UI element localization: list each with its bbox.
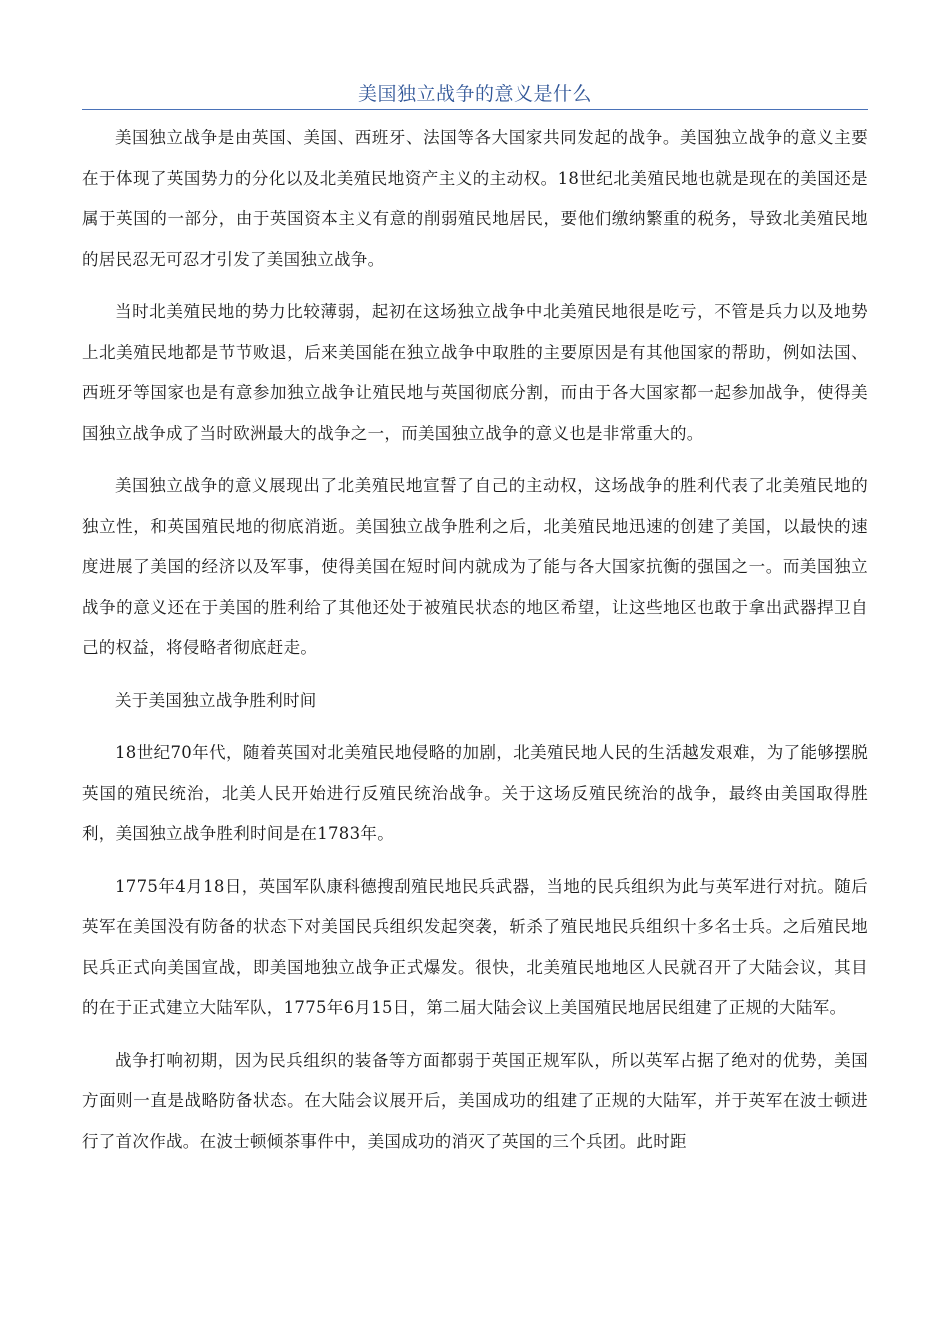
paragraph: 当时北美殖民地的势力比较薄弱，起初在这场独立战争中北美殖民地很是吃亏，不管是兵力以及地势上北美殖民地都是节节败退，后来美国能在独立战争中取胜的主要原因是有其他国家的帮助，例如法国、西班牙等国家也是有意参加独立战争让殖民地与英国彻底分割，而由于各大国家都一起参加战争，使得美国独立战争成了当时欧洲最大的战争之一，而美国独立战争的意义也是非常重大的。 xyxy=(82,302,868,443)
page-title: 美国独立战争的意义是什么 xyxy=(357,83,592,105)
paragraph: 18世纪70年代，随着英国对北美殖民地侵略的加剧，北美殖民地人民的生活越发艰难，为了能够摆脱英国的殖民统治，北美人民开始进行反殖民统治战争。关于这场反殖民统治的战争，最终由美国取得胜利，美国独立战争胜利时间是在1783年。 xyxy=(82,743,868,843)
paragraph: 美国独立战争是由英国、美国、西班牙、法国等各大国家共同发起的战争。美国独立战争的意义主要在于体现了英国势力的分化以及北美殖民地资产主义的主动权。18世纪北美殖民地也就是现在的美国还是属于英国的一部分，由于英国资本主义有意的削弱殖民地居民，要他们缴纳繁重的税务，导致北美殖民地的居民忍无可忍才引发了美国独立战争。 xyxy=(82,128,868,269)
document-body xyxy=(82,118,868,1174)
paragraph: 美国独立战争的意义展现出了北美殖民地宣誓了自己的主动权，这场战争的胜利代表了北美殖民地的独立性，和英国殖民地的彻底消逝。美国独立战争胜利之后，北美殖民地迅速的创建了美国，以最快的速度进展了美国的经济以及军事，使得美国在短时间内就成为了能与各大国家抗衡的强国之一。而美国独立战争的意义还在于美国的胜利给了其他还处于被殖民状态的地区希望，让这些地区也敢于拿出武器捍卫自己的权益，将侵略者彻底赶走。 xyxy=(82,476,868,657)
paragraph: 战争打响初期，因为民兵组织的装备等方面都弱于英国正规军队，所以英军占据了绝对的优势，美国方面则一直是战略防备状态。在大陆会议展开后，美国成功的组建了正规的大陆军，并于英军在波士顿进行了首次作战。在波士顿倾茶事件中，美国成功的消灭了英国的三个兵团。此时距 xyxy=(82,1050,868,1151)
title-underline xyxy=(82,109,868,110)
paragraph: 1775年4月18日，英国军队康科德搜刮殖民地民兵武器，当地的民兵组织为此与英军进行对抗。随后英军在美国没有防备的状态下对美国民兵组织发起突袭，斩杀了殖民地民兵组织十多名士兵。之后殖民地民兵正式向美国宣战，即美国地独立战争正式爆发。很快，北美殖民地地区人民就召开了大陆会议，其目的在于正式建立大陆军队，1775年6月15日，第二届大陆会议上美国殖民地居民组建了正规的大陆军。 xyxy=(82,876,868,1017)
section-heading: 关于美国独立战争胜利时间 xyxy=(115,690,317,710)
document-header xyxy=(82,80,868,110)
